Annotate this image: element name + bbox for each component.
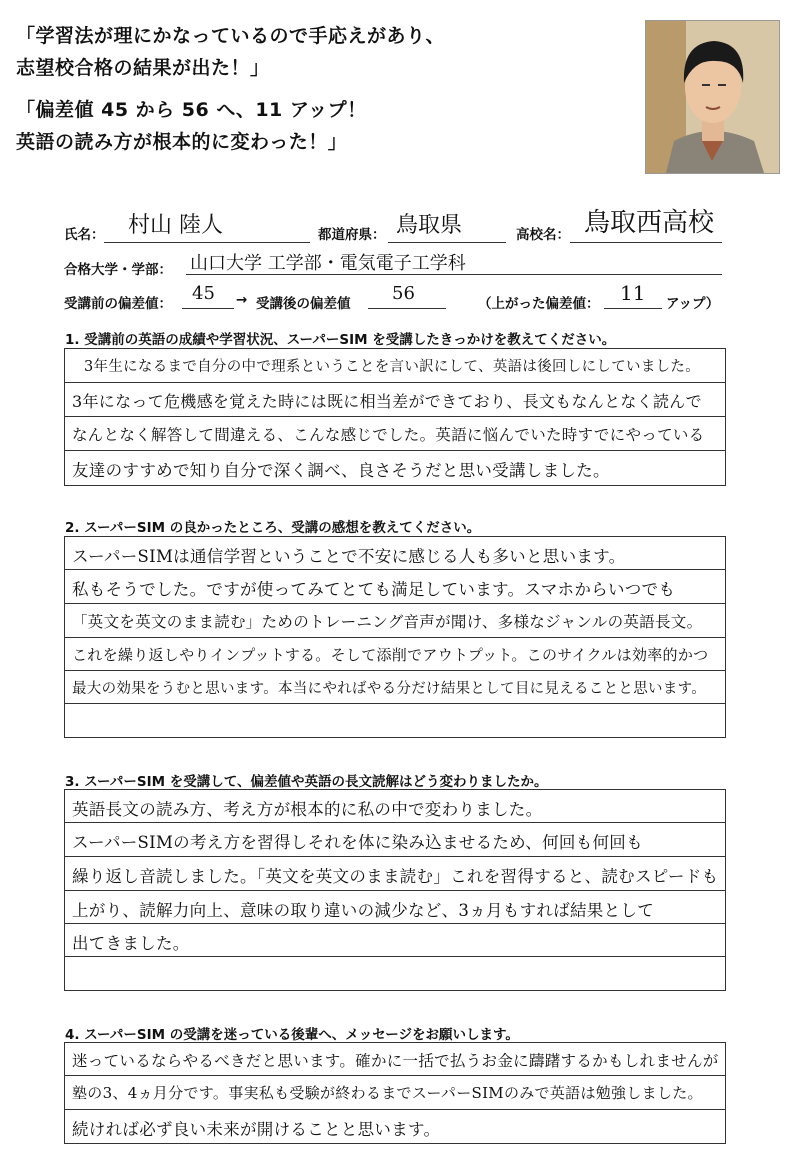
- answer-2-line-5: 最大の効果をうむと思います。本当にやればやる分だけ結果として目に見えることと思います。: [72, 681, 707, 697]
- ruled-line: [64, 603, 726, 604]
- question-4-title: 4. スーパーSIM の受講を迷っている後輩へ、メッセージをお願いします。: [65, 1027, 519, 1043]
- ruled-line: [64, 416, 726, 417]
- answer-4-line-1: 迷っているならやるべきだと思います。確かに一括で払うお金に躊躇するかもしれませんが: [72, 1052, 719, 1070]
- answer-4-line-3: 続ければ必ず良い未来が開けることと思います。: [72, 1120, 441, 1139]
- answer-2-line-4: これを繰り返しやりインプットする。そして添削でアウトプット。このサイクルは効率的かつ: [72, 646, 709, 664]
- ruled-line: [64, 1109, 726, 1110]
- school-label: 高校名：: [516, 227, 570, 243]
- prefecture-underline: [388, 242, 506, 243]
- prefecture-value: 鳥取県: [396, 213, 463, 238]
- answer-1-line-4: 友達のすすめで知り自分で深く調べ、良さそうだと思い受講しました。: [72, 461, 610, 480]
- before-score-label: 受講前の偏差値：: [64, 296, 172, 312]
- ruled-line: [64, 856, 726, 857]
- answer-3-line-3: 繰り返し音読しました。「英文を英文のまま読む」これを習得すると、読むスピードも: [72, 867, 719, 886]
- arrow-icon: →: [236, 292, 248, 308]
- answer-1-line-1: 3年生になるまで自分の中で理系ということを言い訳にして、英語は後回しにしていました。: [84, 359, 701, 375]
- university-underline: [186, 274, 722, 275]
- name-underline: [104, 242, 310, 243]
- student-portrait-icon: [646, 21, 779, 173]
- school-value: 鳥取西高校: [584, 208, 715, 238]
- answer-3-line-2: スーパーSIMの考え方を習得しそれを体に染み込ませるため、何回も何回も: [72, 833, 643, 852]
- ruled-line: [64, 923, 726, 924]
- ruled-line: [64, 670, 726, 671]
- ruled-line: [64, 703, 726, 704]
- school-underline: [570, 242, 722, 243]
- answer-4-line-2: 塾の3、4ヵ月分です。事実私も受験が終わるまでスーパーSIMのみで英語は勉強しました。: [72, 1084, 703, 1102]
- before-score-underline: [182, 308, 234, 309]
- ruled-line: [64, 637, 726, 638]
- ruled-line: [64, 569, 726, 570]
- ruled-line: [64, 382, 726, 383]
- question-3-title: 3. スーパーSIM を受講して、偏差値や英語の長文読解はどう変わりましたか。: [65, 774, 548, 790]
- ruled-line: [64, 822, 726, 823]
- answer-3-line-1: 英語長文の読み方、考え方が根本的に私の中で変わりました。: [72, 800, 543, 819]
- university-label: 合格大学・学部：: [64, 262, 172, 278]
- answer-2-line-3: 「英文を英文のまま読む」ためのトレーニング音声が聞け、多様なジャンルの英語長文。: [72, 613, 703, 631]
- gain-value: 11: [620, 281, 646, 305]
- before-score-value: 45: [192, 283, 215, 304]
- answer-2-line-1: スーパーSIMは通信学習ということで不安に感じる人も多いと思います。: [72, 547, 626, 566]
- university-value: 山口大学 工学部・電気電子工学科: [190, 253, 466, 274]
- answer-2-line-2: 私もそうでした。ですが使ってみてとても満足しています。スマホからいつでも: [72, 580, 676, 599]
- after-score-label: 受講後の偏差値: [256, 296, 351, 312]
- name-value: 村山 陸人: [128, 213, 223, 238]
- answer-3-line-4: 上がり、読解力向上、意味の取り違いの減少など、3ヵ月もすれば結果として: [72, 901, 654, 920]
- answer-1-line-3: なんとなく解答して間違える、こんな感じでした。英語に悩んでいた時すでにやっている: [72, 426, 705, 444]
- headline-quote-2-line-1: 「偏差値 45 から 56 へ、11 アップ！: [16, 99, 367, 121]
- question-2-title: 2. スーパーSIM の良かったところ、受講の感想を教えてください。: [65, 520, 481, 536]
- student-photo: [645, 20, 780, 174]
- gain-suffix: アップ）: [666, 296, 720, 312]
- question-1-title: 1. 受講前の英語の成績や学習状況、スーパーSIM を受講したきっかけを教えてください。: [65, 332, 616, 348]
- ruled-line: [64, 890, 726, 891]
- headline-quote-2-line-2: 英語の読み方が根本的に変わった！」: [16, 131, 348, 153]
- headline-quote-1-line-2: 志望校合格の結果が出た！」: [16, 57, 270, 79]
- headline-quote-1-line-1: 「学習法が理にかなっているので手応えがあり、: [16, 25, 446, 47]
- ruled-line: [64, 1075, 726, 1076]
- ruled-line: [64, 450, 726, 451]
- gain-label: （上がった偏差値：: [478, 296, 600, 312]
- answer-3-line-5: 出てきました。: [72, 934, 190, 953]
- gain-underline: [604, 308, 662, 309]
- after-score-underline: [368, 308, 446, 309]
- answer-1-line-2: 3年になって危機感を覚えた時には既に相当差ができており、長文もなんとなく読んで: [72, 392, 702, 411]
- after-score-value: 56: [392, 283, 415, 304]
- ruled-line: [64, 956, 726, 957]
- prefecture-label: 都道府県：: [318, 227, 386, 243]
- name-label: 氏名：: [64, 227, 105, 243]
